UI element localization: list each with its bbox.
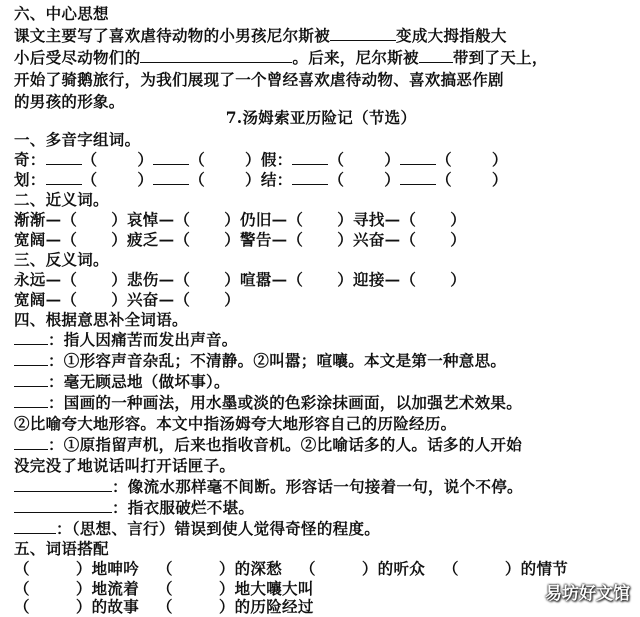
part5-heading: 五、词语搭配 — [14, 539, 109, 558]
part4-line: ：指人因痛苦而发出声音。 — [14, 330, 628, 350]
part2-row2: 宽阔—（ ）疲乏—（ ）警告—（ ）兴奋—（ ） — [14, 230, 467, 249]
fill-blank[interactable] — [46, 170, 82, 185]
part4-line: ：国画的一种画法，用水墨或淡的色彩涂抹画面，以加强艺术效果。 — [14, 393, 628, 413]
fill-blank[interactable] — [400, 150, 436, 165]
summary-line-1: 课文主要写了喜欢虐待动物的小男孩尼尔斯被 变成大拇指般大 — [14, 26, 507, 45]
fill-blank[interactable] — [292, 150, 328, 165]
fill-blank[interactable] — [140, 48, 292, 63]
part4-line: ：①形容声音杂乱；不清静。②叫嚣；喧嚷。本文是第一种意思。 — [14, 351, 628, 371]
part5-row1: （ ）地呻吟 （ ）的深愁 （ ）的听众 （ ）的情节 — [14, 559, 569, 578]
part5-row3: （ ）的故事 （ ）的历险经过 — [14, 597, 314, 616]
part4-line: ：毫无顾忌地（做坏事）。 — [14, 372, 628, 392]
part4-line: ：指衣服破烂不堪。 — [14, 498, 628, 518]
part1-row1: 奇： （ ） （ ）假： （ ） （ ） — [14, 150, 508, 169]
part3-row2: 宽阔—（ ）兴奋—（ ） — [14, 290, 241, 309]
part4-line: ：（思想、言行）错误到使人觉得奇怪的程度。 — [14, 519, 628, 539]
part4-line: ②比喻夸大地形容。本文中指汤姆夸大地形容自己的历险经历。 — [14, 414, 457, 433]
part1-heading: 一、多音字组词。 — [14, 130, 141, 149]
fill-blank[interactable] — [153, 170, 189, 185]
fill-blank[interactable] — [14, 393, 48, 408]
fill-blank[interactable] — [419, 48, 453, 63]
part2-heading: 二、近义词。 — [14, 190, 109, 209]
fill-blank[interactable] — [292, 170, 328, 185]
fill-blank[interactable] — [14, 351, 48, 366]
fill-blank[interactable] — [46, 150, 82, 165]
fill-blank[interactable] — [400, 170, 436, 185]
part3-heading: 三、反义词。 — [14, 250, 109, 269]
part4-line: ：像流水那样毫不间断。形容话一句接着一句，说个不停。 — [14, 477, 628, 497]
fill-blank[interactable] — [14, 519, 56, 534]
part3-row1: 永远—（ ）悲伤—（ ）喧嚣—（ ）迎接—（ ） — [14, 270, 467, 289]
fill-blank[interactable] — [14, 330, 48, 345]
part4-line: 没完没了地说话叫打开话匣子。 — [14, 456, 236, 475]
fill-blank[interactable] — [14, 372, 48, 387]
watermark: 易坊好文馆 — [545, 584, 630, 604]
fill-blank[interactable] — [14, 477, 112, 492]
part4-line: ：①原指留声机，后来也指收音机。②比喻话多的人。话多的人开始 — [14, 435, 628, 455]
fill-blank[interactable] — [14, 498, 112, 513]
part4-heading: 四、根据意思补全词语。 — [14, 310, 188, 329]
lesson-title: 7.汤姆索亚历险记（节选） — [225, 108, 417, 127]
section-heading: 六、中心思想 — [14, 4, 109, 23]
fill-blank[interactable] — [330, 26, 396, 41]
part2-row1: 渐渐—（ ）哀悼—（ ）仍旧—（ ）寻找—（ ） — [14, 210, 467, 229]
fill-blank[interactable] — [14, 435, 48, 450]
part5-row2: （ ）地流着 （ ）地大嚷大叫 — [14, 579, 314, 598]
summary-line-2: 小后受尽动物们的 。后来，尼尔斯被 带到了天上， — [14, 48, 548, 67]
part1-row2: 划： （ ） （ ）结： （ ） （ ） — [14, 170, 508, 189]
summary-line-3: 开始了骑鹅旅行，为我们展现了一个曾经喜欢虐待动物、喜欢搞恶作剧 — [14, 70, 504, 89]
fill-blank[interactable] — [153, 150, 189, 165]
summary-line-4: 的男孩的形象。 — [14, 92, 125, 111]
